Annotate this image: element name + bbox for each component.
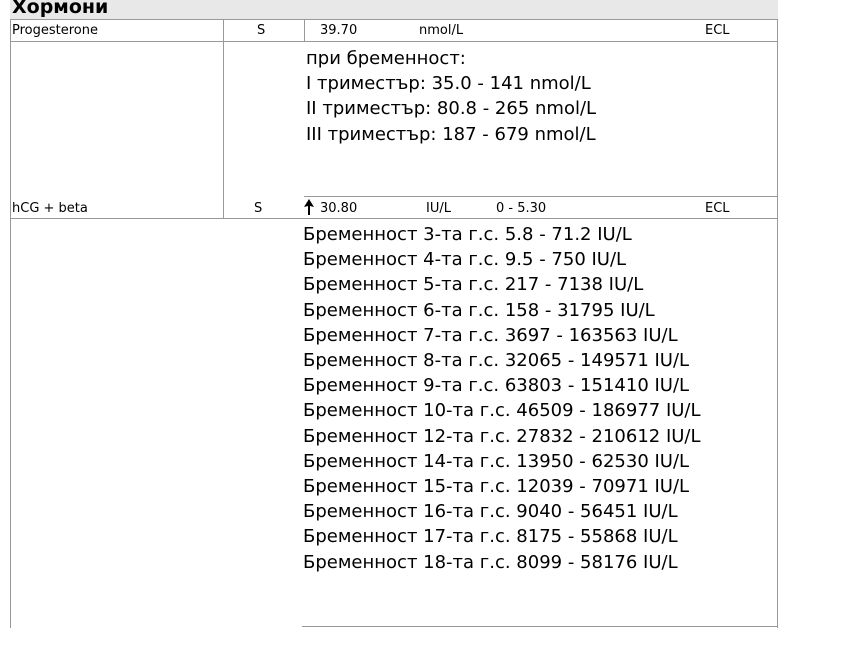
row-divider xyxy=(10,218,778,219)
row-divider xyxy=(304,196,778,197)
section-header xyxy=(10,0,778,20)
sample-type: S xyxy=(257,23,266,38)
reference-notes xyxy=(306,46,596,147)
section-title: Хормони xyxy=(12,0,109,18)
result-value: 30.80 xyxy=(320,201,358,216)
reference-range: 0 - 5.30 xyxy=(496,201,547,216)
note-line: II триместър: 80.8 - 265 nmol/L xyxy=(306,98,597,120)
note-line: Бременност 17-та г.с. 8175 - 55868 IU/L xyxy=(303,526,678,548)
note-line: Бременност 9-та г.с. 63803 - 151410 IU/L xyxy=(303,375,690,397)
column-divider xyxy=(304,20,305,42)
note-line: Бременност 8-та г.с. 32065 - 149571 IU/L xyxy=(303,350,690,372)
note-line: Бременност 12-та г.с. 27832 - 210612 IU/L xyxy=(303,425,701,447)
test-name: hCG + beta xyxy=(12,201,88,216)
reference-notes xyxy=(303,222,701,575)
result-unit: nmol/L xyxy=(419,23,464,38)
row-divider xyxy=(10,41,778,42)
note-line: Бременност 7-та г.с. 3697 - 163563 IU/L xyxy=(303,324,678,346)
note-line: Бременност 15-та г.с. 12039 - 70971 IU/L xyxy=(303,476,690,498)
method: ECL xyxy=(705,23,730,38)
note-line: Бременност 18-та г.с. 8099 - 58176 IU/L xyxy=(303,551,678,573)
column-divider xyxy=(223,42,224,218)
column-divider xyxy=(223,20,224,42)
note-line: Бременност 6-та г.с. 158 - 31795 IU/L xyxy=(303,299,655,321)
note-line: III триместър: 187 - 679 nmol/L xyxy=(306,123,596,145)
method: ECL xyxy=(705,201,730,216)
note-line: Бременност 14-та г.с. 13950 - 62530 IU/L xyxy=(303,450,690,472)
sample-type: S xyxy=(254,201,263,216)
note-line: Бременност 16-та г.с. 9040 - 56451 IU/L xyxy=(303,501,678,523)
high-arrow-icon xyxy=(304,199,314,215)
result-value: 39.70 xyxy=(320,23,358,38)
note-line: Бременност 4-та г.с. 9.5 - 750 IU/L xyxy=(303,249,627,271)
bottom-border xyxy=(302,626,778,627)
note-line: I триместър: 35.0 - 141 nmol/L xyxy=(306,73,591,95)
note-line: Бременност 3-та г.с. 5.8 - 71.2 IU/L xyxy=(303,224,632,245)
note-line: Бременност 5-та г.с. 217 - 7138 IU/L xyxy=(303,274,644,296)
result-unit: IU/L xyxy=(426,201,451,216)
note-line: Бременност 10-та г.с. 46509 - 186977 IU/L xyxy=(303,400,701,422)
note-line: при бременност: xyxy=(306,48,466,69)
test-name: Progesterone xyxy=(12,23,98,38)
